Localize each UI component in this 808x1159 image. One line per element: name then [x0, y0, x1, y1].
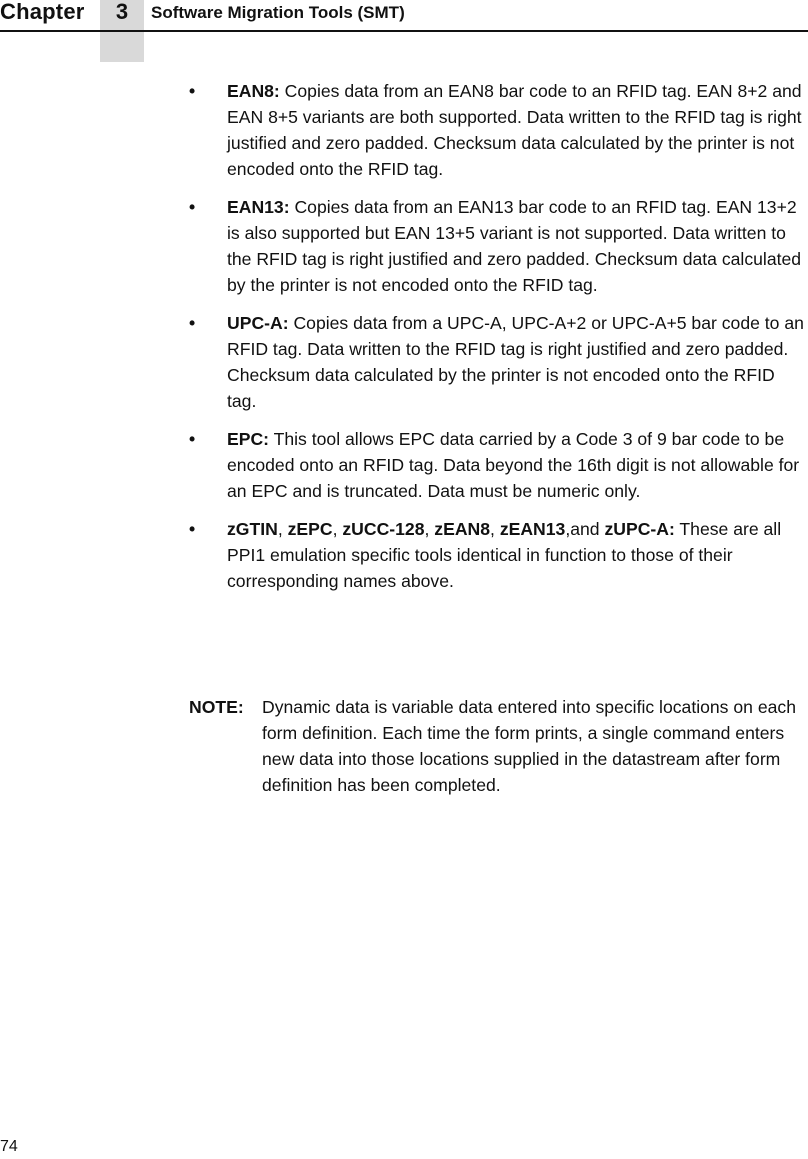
tool-list — [189, 78, 804, 606]
term-ean13: EAN13: — [227, 197, 290, 217]
term-epc: EPC: — [227, 429, 270, 449]
description-upc-a: Copies data from a UPC-A, UPC-A+2 or UPC-A+5 bar code to an RFID tag. Data written to the RFID tag is right justified and zero padded. Checksum data calculated by the printer is not encoded onto the RFID tag. — [227, 313, 804, 411]
term-upc-a: UPC-A: — [227, 313, 289, 333]
bullet-icon: • — [189, 81, 196, 101]
term-zucc-128: zUCC-128 — [342, 519, 425, 539]
description-ean13: Copies data from an EAN13 bar code to an RFID tag. EAN 13+2 is also supported but EAN 13+5 variant is not supported. Data written to the RFID tag is right justified and zero padded. Checksum data calculated by the printer is not encoded onto the RFID tag. — [227, 197, 802, 295]
bullet-icon: • — [189, 429, 196, 449]
term-zepc: zEPC — [287, 519, 333, 539]
bullet-icon: • — [189, 197, 196, 217]
list-item-ean13 — [189, 194, 804, 298]
separator: , — [490, 519, 500, 539]
chapter-title: Software Migration Tools (SMT) — [151, 3, 405, 22]
chapter-label: Chapter — [0, 0, 85, 24]
term-zgtin: zGTIN — [227, 519, 278, 539]
list-item-z-tools — [189, 516, 804, 594]
note-label: NOTE: — [189, 697, 244, 717]
list-item-upc-a — [189, 310, 804, 414]
separator: , — [277, 519, 288, 539]
bullet-icon: • — [189, 313, 196, 333]
page-header — [0, 0, 808, 62]
chapter-number: 3 — [115, 0, 129, 24]
separator: , — [424, 519, 435, 539]
separator: ,and — [565, 519, 605, 539]
term-zean8: zEAN8 — [434, 519, 491, 539]
bullet-icon: • — [189, 519, 196, 539]
description-z-tools: These are all PPI1 emulation specific tools identical in function to those of their corresponding names above. — [227, 519, 782, 591]
header-rule — [0, 30, 808, 32]
term-zupc-a: zUPC-A: — [604, 519, 675, 539]
separator: , — [332, 519, 343, 539]
description-ean8: Copies data from an EAN8 bar code to an RFID tag. EAN 8+2 and EAN 8+5 variants are both supported. Data written to the RFID tag is right justified and zero padded. Checksum data calculated by the printer is not encoded onto the RFID tag. — [227, 81, 802, 179]
note — [189, 694, 804, 798]
term-ean8: EAN8: — [227, 81, 280, 101]
term-zean13: zEAN13 — [499, 519, 566, 539]
note-text: Dynamic data is variable data entered into specific locations on each form definition. Each time the form prints, a single command enters new data into those locations supplied in the datastream after form definition has been completed. — [262, 697, 796, 795]
page-number: 74 — [0, 1138, 18, 1155]
description-epc: This tool allows EPC data carried by a Code 3 of 9 bar code to be encoded onto an RFID tag. Data beyond the 16th digit is not allowable for an EPC and is truncated. Data must be numeric only. — [227, 429, 800, 501]
list-item-ean8 — [189, 78, 804, 182]
list-item-epc — [189, 426, 804, 504]
